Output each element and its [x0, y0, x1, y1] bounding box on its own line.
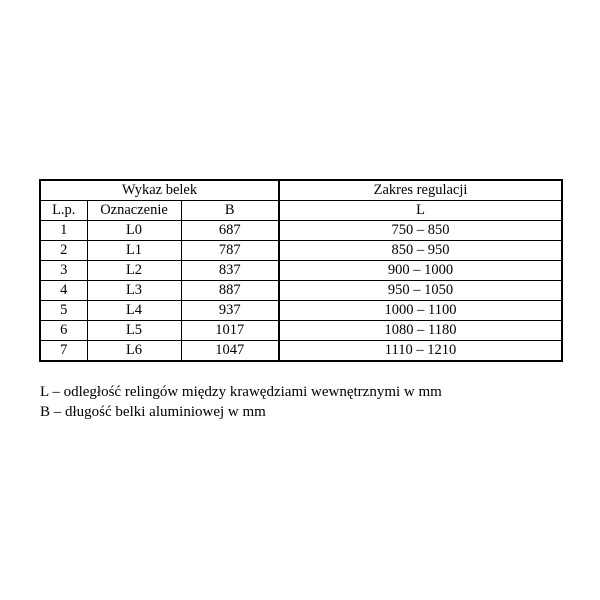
cell-b: 837 [181, 261, 279, 281]
cell-l: 850 – 950 [279, 241, 562, 261]
cell-lp: 2 [40, 241, 87, 261]
column-header-designation: Oznaczenie [87, 201, 181, 221]
table-row [40, 221, 562, 241]
cell-b: 937 [181, 301, 279, 321]
note-b-definition: B – długość belki aluminiowej w mm [40, 404, 266, 420]
cell-l: 1080 – 1180 [279, 321, 562, 341]
cell-designation: L0 [87, 221, 181, 241]
group-header-adjustment-range: Zakres regulacji [279, 180, 562, 201]
cell-lp: 6 [40, 321, 87, 341]
table-row [40, 301, 562, 321]
cell-designation: L4 [87, 301, 181, 321]
table-row [40, 261, 562, 281]
note-l-definition: L – odległość relingów między krawędziami wewnętrznymi w mm [40, 384, 442, 400]
cell-lp: 4 [40, 281, 87, 301]
legend-notes [40, 382, 442, 422]
cell-l: 900 – 1000 [279, 261, 562, 281]
table-row [40, 241, 562, 261]
cell-lp: 5 [40, 301, 87, 321]
cell-designation: L3 [87, 281, 181, 301]
cell-b: 687 [181, 221, 279, 241]
cell-lp: 1 [40, 221, 87, 241]
cell-designation: L2 [87, 261, 181, 281]
cell-l: 950 – 1050 [279, 281, 562, 301]
table-row [40, 321, 562, 341]
cell-designation: L5 [87, 321, 181, 341]
cell-lp: 7 [40, 341, 87, 362]
table-row [40, 281, 562, 301]
cell-b: 887 [181, 281, 279, 301]
column-header-l: L [279, 201, 562, 221]
cell-l: 1110 – 1210 [279, 341, 562, 362]
group-header-row [40, 180, 562, 201]
cell-designation: L1 [87, 241, 181, 261]
column-header-lp: L.p. [40, 201, 87, 221]
cell-l: 750 – 850 [279, 221, 562, 241]
cell-b: 1017 [181, 321, 279, 341]
cell-b: 1047 [181, 341, 279, 362]
table-row [40, 341, 562, 362]
group-header-beam-list: Wykaz belek [40, 180, 279, 201]
column-header-b: B [181, 201, 279, 221]
cell-b: 787 [181, 241, 279, 261]
beam-specification-table [39, 179, 563, 362]
cell-lp: 3 [40, 261, 87, 281]
cell-designation: L6 [87, 341, 181, 362]
column-header-row [40, 201, 562, 221]
cell-l: 1000 – 1100 [279, 301, 562, 321]
